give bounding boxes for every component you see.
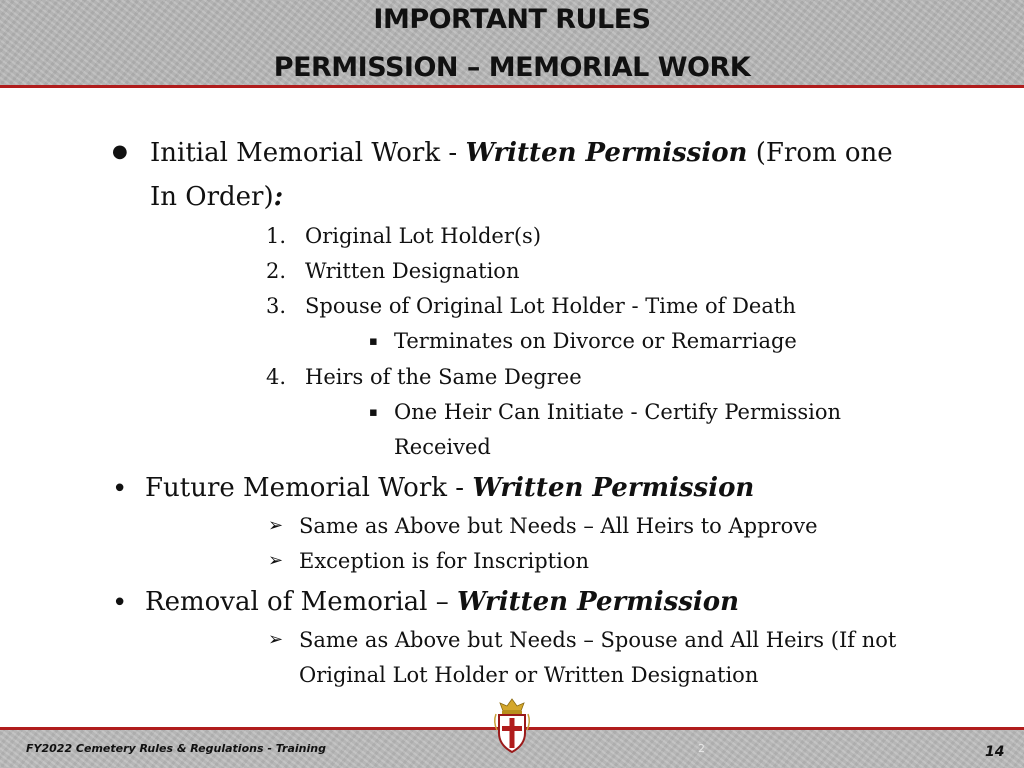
bullet-text: Removal of Memorial – [145, 587, 457, 617]
sub-item-one-heir: One Heir Can Initiate - Certify Permission [394, 400, 842, 424]
list-item-spouse: Spouse of Original Lot Holder - Time of Death [305, 294, 796, 318]
sub-item-spouse-all-heirs: Same as Above but Needs – Spouse and All Heirs (If not [299, 628, 897, 652]
bullet-text: In Order) [150, 182, 274, 212]
sub-item-one-heir-cont: Received [394, 435, 491, 459]
slide-body [0, 88, 1024, 718]
diocese-crest-icon [491, 697, 533, 755]
list-number: 1. [266, 224, 287, 248]
emphasis-text: : [273, 182, 284, 212]
sub-item-exception: Exception is for Inscription [299, 549, 589, 573]
emphasis-text: Written Permission [472, 473, 755, 503]
square-bullet-icon: ▪ [369, 334, 378, 349]
slide-title-line2: PERMISSION – MEMORIAL WORK [273, 52, 751, 83]
sub-item-spouse-all-heirs-cont: Original Lot Holder or Written Designation [299, 663, 759, 687]
arrow-bullet-icon: ➢ [268, 550, 284, 571]
arrow-bullet-icon: ➢ [268, 629, 284, 650]
emphasis-text: Written Permission [465, 138, 748, 168]
footer-caption: FY2022 Cemetery Rules & Regulations - Training [26, 742, 326, 755]
list-number: 2. [266, 259, 287, 283]
bullet-removal-of-memorial [145, 587, 739, 617]
bullet-icon: • [112, 474, 128, 504]
emphasis-text: Written Permission [457, 587, 740, 617]
list-number: 3. [266, 294, 287, 318]
bullet-future-memorial-work [145, 473, 754, 503]
bullet-icon: • [112, 588, 128, 618]
list-item-written-designation: Written Designation [305, 259, 520, 283]
arrow-bullet-icon: ➢ [268, 515, 284, 536]
bullet-text: Future Memorial Work - [145, 473, 473, 503]
sub-item-all-heirs: Same as Above but Needs – All Heirs to Approve [299, 514, 818, 538]
square-bullet-icon: ▪ [369, 405, 378, 420]
sub-item-terminates: Terminates on Divorce or Remarriage [394, 329, 797, 353]
slide-title-line1: IMPORTANT RULES [373, 4, 651, 35]
slide-number-small: 2 [698, 742, 705, 755]
bullet-initial-memorial-work [150, 138, 893, 168]
list-number: 4. [266, 365, 287, 389]
list-item-original-lot-holder: Original Lot Holder(s) [305, 224, 542, 248]
bullet-text: (From one [747, 138, 893, 168]
bullet-icon: ● [112, 141, 128, 162]
bullet-text: Initial Memorial Work - [150, 138, 466, 168]
bullet-initial-memorial-work-cont [150, 182, 283, 212]
list-item-heirs: Heirs of the Same Degree [305, 365, 582, 389]
page-number: 14 [985, 744, 1005, 760]
